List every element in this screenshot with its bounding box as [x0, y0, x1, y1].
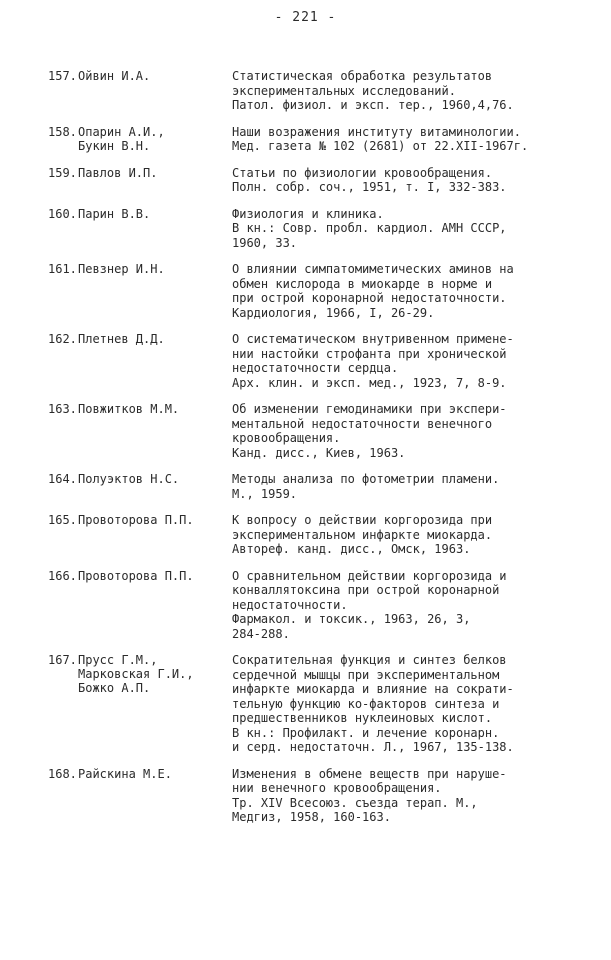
author: Павлов И.П.: [78, 165, 158, 180]
reference-line: инфаркте миокарда и влияние на сократи-: [232, 682, 514, 696]
entry-reference: [232, 472, 577, 501]
entry-authors: [78, 125, 228, 153]
reference-line: нии настойки строфанта при хронической: [232, 346, 507, 361]
entry-reference: [232, 767, 577, 825]
reference-line: Об изменении гемодинамики при экспери-: [232, 402, 507, 416]
entry-number: 157.: [48, 69, 77, 83]
reference-line: недостаточности сердца.: [232, 361, 399, 375]
list-item: [0, 125, 611, 154]
list-item: [0, 472, 611, 501]
reference-line: Наши возражения институту витаминологии.: [232, 124, 521, 139]
reference-line: Методы анализа по фотометрии пламени.: [232, 472, 500, 486]
reference-line: экспериментальных исследований.: [232, 83, 456, 98]
reference-line: О влиянии симпатомиметических аминов на: [232, 262, 514, 276]
entry-reference: [232, 125, 577, 154]
entry-authors: [78, 69, 228, 83]
reference-line: 1960, 33.: [232, 235, 298, 250]
reference-line: кровообращения.: [232, 431, 341, 445]
reference-line: Автореф. канд. дисс., Омск, 1963.: [232, 542, 471, 556]
reference-line: В кн.: Совр. пробл. кардиол. АМН СССР,: [232, 221, 507, 235]
reference-line: и серд. недостаточн. Л., 1967, 135-138.: [232, 740, 514, 754]
entry-authors: [78, 653, 228, 695]
list-item: [0, 653, 611, 755]
entry-reference: [232, 653, 577, 755]
author: Опарин А.И.,: [78, 124, 165, 139]
list-item: [0, 262, 611, 320]
list-item: [0, 402, 611, 460]
entry-reference: [232, 513, 577, 557]
reference-line: Статьи по физиологии кровообращения.: [232, 165, 493, 180]
entry-authors: [78, 472, 228, 486]
author: Парин В.В.: [78, 206, 151, 221]
entry-reference: [232, 207, 577, 251]
reference-line: Медгиз, 1958, 160-163.: [232, 810, 391, 824]
reference-line: Изменения в обмене веществ при наруше-: [232, 766, 507, 781]
entry-number: 159.: [48, 165, 77, 180]
list-item: [0, 569, 611, 642]
reference-line: О сравнительном действии коргорозида и: [232, 568, 507, 583]
entry-reference: [232, 332, 577, 390]
entry-authors: [78, 569, 228, 583]
entry-number: 168.: [48, 766, 77, 781]
reference-line: К вопросу о действии коргорозида при: [232, 513, 493, 527]
reference-line: Физиология и клиника.: [232, 206, 384, 221]
author: Райскина М.Е.: [78, 766, 172, 781]
reference-line: обмен кислорода в миокарде в норме и: [232, 276, 493, 291]
author: Марковская Г.И.,: [78, 667, 194, 681]
entry-authors: [78, 207, 228, 221]
author: Божко А.П.: [78, 681, 151, 695]
reference-line: Полн. собр. соч., 1951, т. I, 332-383.: [232, 180, 507, 194]
entry-number: 165.: [48, 513, 77, 527]
reference-line: нии венечного кровообращения.: [232, 781, 442, 795]
list-item: [0, 166, 611, 195]
bibliography-list: [0, 69, 611, 837]
entry-number: 164.: [48, 472, 77, 486]
reference-line: Патол. физиол. и эксп. тер., 1960,4,76.: [232, 98, 514, 112]
reference-line: Арх. клин. и эксп. мед., 1923, 7, 8-9.: [232, 375, 507, 390]
reference-line: Канд. дисс., Киев, 1963.: [232, 445, 406, 460]
reference-line: О систематическом внутривенном примене-: [232, 332, 514, 346]
list-item: [0, 767, 611, 825]
reference-line: экспериментальном инфаркте миокарда.: [232, 527, 493, 542]
entry-authors: [78, 332, 228, 346]
reference-line: В кн.: Профилакт. и лечение коронарн.: [232, 725, 500, 740]
author: Провоторова П.П.: [78, 513, 194, 527]
list-item: [0, 332, 611, 390]
entry-authors: [78, 262, 228, 276]
reference-line: недостаточности.: [232, 597, 348, 612]
reference-line: ментальной недостаточности венечного: [232, 416, 493, 431]
entry-number: 162.: [48, 332, 77, 346]
author: Повжитков М.М.: [78, 402, 180, 416]
list-item: [0, 513, 611, 557]
reference-line: М., 1959.: [232, 486, 298, 501]
reference-line: предшественников нуклеиновых кислот.: [232, 711, 493, 725]
reference-line: Кардиология, 1966, I, 26-29.: [232, 305, 435, 320]
entry-number: 163.: [48, 402, 77, 416]
reference-line: Мед. газета № 102 (2681) от 22.XII-1967г.: [232, 139, 529, 153]
entry-authors: [78, 402, 228, 416]
entry-reference: [232, 262, 577, 320]
author: Провоторова П.П.: [78, 568, 194, 583]
entry-reference: [232, 69, 577, 113]
reference-line: Сократительная функция и синтез белков: [232, 653, 507, 667]
list-item: [0, 207, 611, 251]
entry-reference: [232, 166, 577, 195]
author: Плетнев Д.Д.: [78, 332, 165, 346]
author: Прусс Г.М.,: [78, 653, 158, 667]
entry-number: 167.: [48, 653, 77, 667]
author: Полуэктов Н.С.: [78, 472, 180, 486]
author: Ойвин И.А.: [78, 69, 151, 83]
reference-line: конваллятоксина при острой коронарной: [232, 583, 500, 597]
reference-line: тельную функцию ко-факторов синтеза и: [232, 696, 500, 711]
entry-number: 158.: [48, 124, 77, 139]
list-item: [0, 69, 611, 113]
reference-line: Фармакол. и токсик., 1963, 26, 3,: [232, 612, 471, 626]
entry-reference: [232, 402, 577, 460]
entry-authors: [78, 166, 228, 180]
entry-authors: [78, 767, 228, 781]
entry-reference: [232, 569, 577, 642]
reference-line: Статистическая обработка результатов: [232, 69, 493, 83]
page-number: - 221 -: [274, 10, 337, 25]
entry-number: 160.: [48, 206, 77, 221]
reference-line: Тр. XIV Всесоюз. съезда терап. М.,: [232, 795, 478, 810]
author: Букин В.Н.: [78, 138, 151, 153]
entry-number: 161.: [48, 262, 77, 276]
reference-line: сердечной мышцы при экспериментальном: [232, 667, 500, 682]
author: Певзнер И.Н.: [78, 262, 165, 276]
entry-number: 166.: [48, 568, 77, 583]
reference-line: 284-288.: [232, 626, 290, 641]
reference-line: при острой коронарной недостаточности.: [232, 291, 507, 305]
entry-authors: [78, 513, 228, 527]
